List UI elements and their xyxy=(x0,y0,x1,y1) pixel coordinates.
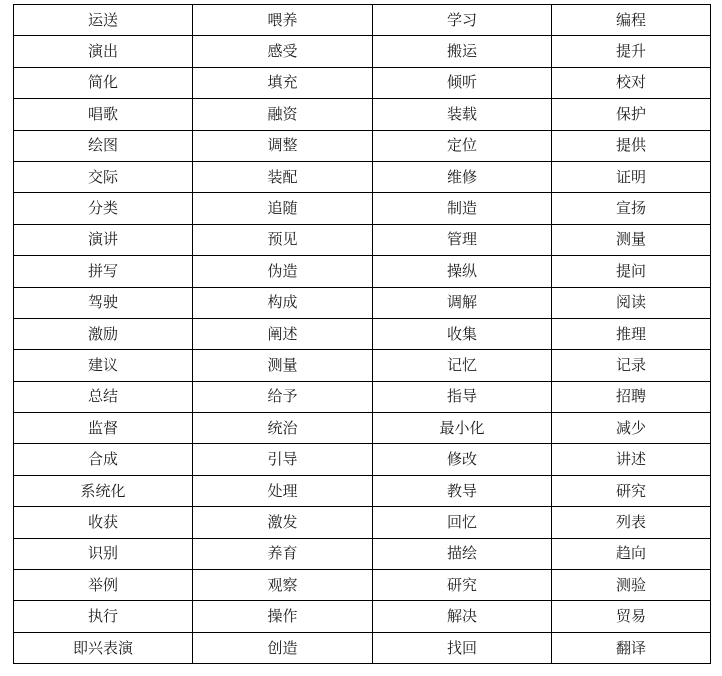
table-cell: 装配 xyxy=(193,161,373,192)
table-cell: 招聘 xyxy=(552,381,711,412)
table-cell: 列表 xyxy=(552,507,711,538)
table-row xyxy=(14,413,711,444)
table-cell: 学习 xyxy=(373,5,552,36)
table-row xyxy=(14,601,711,632)
table-cell: 收获 xyxy=(14,507,193,538)
table-cell: 解决 xyxy=(373,601,552,632)
table-cell: 测验 xyxy=(552,570,711,601)
table-row xyxy=(14,36,711,67)
table-cell: 交际 xyxy=(14,161,193,192)
table-cell: 分类 xyxy=(14,193,193,224)
table-cell: 演出 xyxy=(14,36,193,67)
table-cell: 操作 xyxy=(193,601,373,632)
table-cell: 识别 xyxy=(14,538,193,569)
table-row xyxy=(14,570,711,601)
table-row xyxy=(14,5,711,36)
table-cell: 养育 xyxy=(193,538,373,569)
table-row xyxy=(14,193,711,224)
table-cell: 校对 xyxy=(552,67,711,98)
word-table xyxy=(13,4,711,664)
table-row xyxy=(14,475,711,506)
table-cell: 执行 xyxy=(14,601,193,632)
table-row xyxy=(14,507,711,538)
table-cell: 维修 xyxy=(373,161,552,192)
table-cell: 激发 xyxy=(193,507,373,538)
table-cell: 编程 xyxy=(552,5,711,36)
table-cell: 构成 xyxy=(193,287,373,318)
table-cell: 倾听 xyxy=(373,67,552,98)
table-cell: 测量 xyxy=(552,224,711,255)
table-cell: 宣扬 xyxy=(552,193,711,224)
table-row xyxy=(14,444,711,475)
table-cell: 简化 xyxy=(14,67,193,98)
table-cell: 合成 xyxy=(14,444,193,475)
table-cell: 最小化 xyxy=(373,413,552,444)
table-cell: 总结 xyxy=(14,381,193,412)
table-row xyxy=(14,130,711,161)
table-row xyxy=(14,99,711,130)
table-cell: 即兴表演 xyxy=(14,632,193,663)
table-cell: 伪造 xyxy=(193,256,373,287)
table-cell: 绘图 xyxy=(14,130,193,161)
table-cell: 建议 xyxy=(14,350,193,381)
table-row xyxy=(14,67,711,98)
table-cell: 激励 xyxy=(14,318,193,349)
table-cell: 减少 xyxy=(552,413,711,444)
table-cell: 研究 xyxy=(552,475,711,506)
table-cell: 测量 xyxy=(193,350,373,381)
table-cell: 翻译 xyxy=(552,632,711,663)
table-cell: 驾驶 xyxy=(14,287,193,318)
table-cell: 监督 xyxy=(14,413,193,444)
table-row xyxy=(14,161,711,192)
table-cell: 阐述 xyxy=(193,318,373,349)
table-cell: 阅读 xyxy=(552,287,711,318)
table-cell: 找回 xyxy=(373,632,552,663)
table-cell: 调整 xyxy=(193,130,373,161)
table-cell: 操纵 xyxy=(373,256,552,287)
table-cell: 记录 xyxy=(552,350,711,381)
table-cell: 感受 xyxy=(193,36,373,67)
table-cell: 研究 xyxy=(373,570,552,601)
table-cell: 装载 xyxy=(373,99,552,130)
table-cell: 描绘 xyxy=(373,538,552,569)
table-cell: 追随 xyxy=(193,193,373,224)
table-cell: 预见 xyxy=(193,224,373,255)
table-cell: 教导 xyxy=(373,475,552,506)
table-cell: 制造 xyxy=(373,193,552,224)
table-cell: 证明 xyxy=(552,161,711,192)
table-cell: 举例 xyxy=(14,570,193,601)
table-body xyxy=(14,5,711,664)
table-cell: 喂养 xyxy=(193,5,373,36)
table-row xyxy=(14,287,711,318)
table-cell: 推理 xyxy=(552,318,711,349)
table-row xyxy=(14,538,711,569)
table-cell: 提问 xyxy=(552,256,711,287)
table-cell: 填充 xyxy=(193,67,373,98)
table-cell: 融资 xyxy=(193,99,373,130)
table-row xyxy=(14,350,711,381)
table-cell: 保护 xyxy=(552,99,711,130)
table-cell: 拼写 xyxy=(14,256,193,287)
table-cell: 引导 xyxy=(193,444,373,475)
table-cell: 调解 xyxy=(373,287,552,318)
table-cell: 回忆 xyxy=(373,507,552,538)
table-row xyxy=(14,256,711,287)
table-cell: 处理 xyxy=(193,475,373,506)
table-cell: 运送 xyxy=(14,5,193,36)
table-cell: 趋向 xyxy=(552,538,711,569)
table-cell: 提升 xyxy=(552,36,711,67)
table-cell: 观察 xyxy=(193,570,373,601)
table-row xyxy=(14,381,711,412)
table-cell: 讲述 xyxy=(552,444,711,475)
table-cell: 唱歌 xyxy=(14,99,193,130)
table-cell: 系统化 xyxy=(14,475,193,506)
table-row xyxy=(14,632,711,663)
table-row xyxy=(14,224,711,255)
table-cell: 记忆 xyxy=(373,350,552,381)
table-cell: 创造 xyxy=(193,632,373,663)
table-cell: 指导 xyxy=(373,381,552,412)
table-cell: 统治 xyxy=(193,413,373,444)
table-cell: 搬运 xyxy=(373,36,552,67)
table-cell: 演讲 xyxy=(14,224,193,255)
table-cell: 定位 xyxy=(373,130,552,161)
table-row xyxy=(14,318,711,349)
table-cell: 修改 xyxy=(373,444,552,475)
table-cell: 收集 xyxy=(373,318,552,349)
table-cell: 提供 xyxy=(552,130,711,161)
table-cell: 给予 xyxy=(193,381,373,412)
table-cell: 管理 xyxy=(373,224,552,255)
table-cell: 贸易 xyxy=(552,601,711,632)
